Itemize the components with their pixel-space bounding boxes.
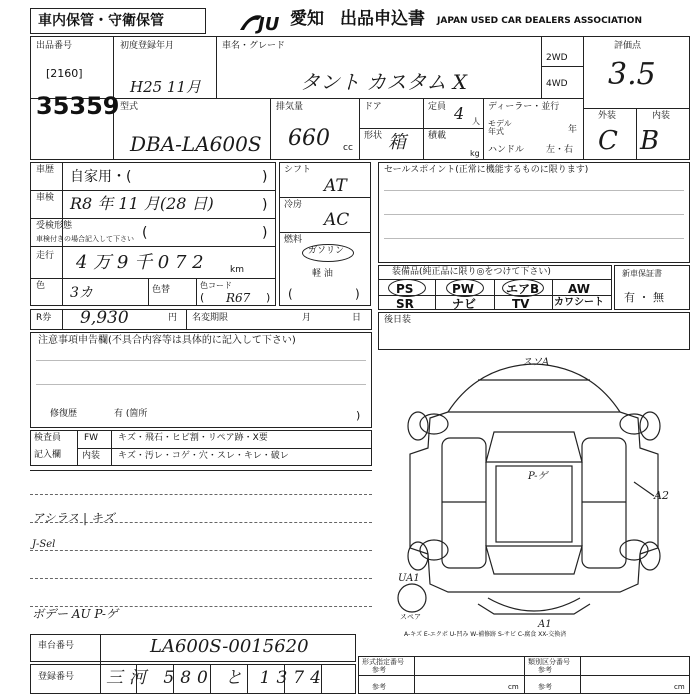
car-damage-diagram	[378, 352, 690, 632]
fuel-close: )	[355, 287, 360, 301]
handnote-1: アシラス | キズ	[32, 511, 115, 525]
displacement-label: 排気量	[276, 102, 304, 112]
inspection-close: )	[262, 197, 268, 213]
fuel-label: 燃料	[284, 235, 303, 245]
capacity-value: 4	[454, 104, 465, 123]
notes-label: 注意事項申告欄(不具合内容等は具体的に記入して下さい)	[38, 335, 296, 346]
registration-label: 初度登録年月	[120, 41, 175, 51]
logo-text: JU	[258, 14, 280, 34]
score-label: 評価点	[614, 41, 642, 51]
shift-label: シフト	[284, 165, 312, 175]
category-label: 類別区分番号	[528, 658, 570, 666]
aichi-text: 愛知	[290, 9, 324, 29]
fw-text: キズ・飛石・ヒビ割・リペア跡・X要	[118, 433, 268, 443]
history-label: 車歴	[36, 165, 55, 175]
equipment-label: 装備品(純正品に限り◎をつけて下さい)	[392, 267, 551, 277]
notes-block	[30, 332, 372, 428]
color-code-label: 色コード	[200, 281, 232, 290]
spare-label: スペア	[400, 613, 421, 621]
color-label: 色	[36, 281, 46, 291]
mileage-value: 4 万 9 千 0 7 2	[76, 252, 204, 273]
after-equipment-block	[378, 312, 690, 350]
warranty-label: 新車保証書	[622, 269, 662, 278]
airbag-circle-mark	[502, 279, 544, 297]
ref-label-3: 参考	[372, 683, 386, 691]
diagram-center-mark: P-ゲ	[528, 471, 548, 482]
score-value: 3.5	[608, 57, 656, 92]
repair-close: )	[356, 409, 361, 422]
model-name-value: タント カスタム X	[300, 70, 467, 94]
inspection-label: 車検	[36, 193, 55, 203]
shape-label: 形状	[364, 131, 383, 141]
recycle-label: R券	[36, 313, 52, 323]
displacement-value: 660	[288, 126, 330, 151]
term-month: 月	[302, 313, 312, 323]
ref-label-1: 参考	[372, 666, 386, 674]
handle-options: 左・右	[546, 145, 574, 155]
equip-leather: カワシート	[554, 297, 604, 308]
equip-navi: ナビ	[452, 297, 477, 311]
recycle-value: 9,930	[80, 308, 129, 328]
fuel-diesel: 軽 油	[312, 269, 333, 279]
diagram-bottom-mark: A1	[538, 619, 552, 630]
fw-label: FW	[84, 433, 99, 443]
chassis-label: 車台番号	[38, 641, 75, 651]
exterior-label: 外装	[598, 111, 617, 121]
term-label: 名変期限	[192, 313, 229, 323]
after-equipment-label: 後日装	[384, 315, 412, 325]
fuel-gas: ガソリン	[308, 246, 345, 256]
equip-pw: PW	[452, 282, 475, 296]
handnote-3: ボデー AU P-ゲ	[32, 607, 118, 621]
ref-label-2: 参考	[538, 666, 552, 674]
association-name: JAPAN USED CAR DEALERS ASSOCIATION	[437, 16, 642, 26]
capacity-label: 定員	[428, 102, 447, 112]
model-year-label: モデル年式	[488, 119, 512, 136]
plate-label: 登録番号	[38, 672, 75, 682]
chassis-value: LA600S-0015620	[150, 636, 309, 657]
inspection-value: R8 年 11 月(28 日)	[70, 194, 214, 213]
interior-label: 内装	[652, 111, 671, 121]
sales-point-label: セールスポイント(正常に機能するものに限ります)	[384, 165, 589, 175]
equip-airbag: エアB	[506, 282, 540, 296]
reception-label: 受検形態	[36, 221, 73, 231]
load-unit: kg	[470, 149, 480, 158]
capacity-unit: 人	[472, 117, 480, 126]
entry-label: 記入欄	[34, 450, 62, 460]
equip-tv: TV	[512, 297, 530, 311]
recycle-unit: 円	[168, 313, 178, 323]
registration-value: H25 11月	[130, 78, 202, 96]
type-label: 型式	[120, 102, 139, 112]
door-label: ドア	[364, 102, 382, 112]
ju-logo	[236, 10, 290, 34]
model-name-label: 車名・グレード	[222, 41, 286, 51]
exterior-value: C	[598, 126, 618, 156]
shift-value: AT	[324, 176, 347, 196]
history-close: )	[262, 169, 268, 185]
interior-value: B	[640, 126, 660, 156]
fuel-open: (	[288, 287, 293, 301]
diagram-side-mark: A2	[654, 489, 669, 502]
handle-label: ハンドル	[488, 145, 525, 155]
lot-bracket: [2160]	[46, 67, 83, 80]
color-code-open: (	[200, 291, 205, 304]
repair-value: 有 (箇所	[114, 409, 148, 419]
storage-label: 車内保管・守衛保管	[38, 13, 164, 29]
handnote-2: J-Sel	[32, 539, 56, 550]
year-unit: 年	[568, 125, 578, 135]
color-code-value: R67	[226, 291, 251, 305]
mileage-unit: km	[230, 265, 244, 275]
term-day: 日	[352, 313, 362, 323]
color-value: 3カ	[70, 285, 93, 301]
ref-label-4: 参考	[538, 683, 552, 691]
repair-label: 修復歴	[50, 409, 78, 419]
warranty-value: 有 ・ 無	[624, 291, 664, 304]
dealer-label: ディーラー・並行	[488, 102, 560, 112]
color-change-label: 色替	[152, 285, 171, 295]
ac-label: 冷房	[284, 200, 303, 210]
interior-check-label: 内装	[82, 451, 101, 461]
diagram-left-mark: UA1	[398, 573, 420, 584]
damage-legend: A-キズ E-エクボ U-凹み W-補修跡 S-サビ C-腐食 XX-交換済	[404, 631, 567, 638]
ps-circle-mark	[388, 279, 426, 297]
load-label: 積載	[428, 131, 447, 141]
drive-2wd: 2WD	[546, 53, 568, 63]
ac-value: AC	[324, 210, 350, 230]
lot-label: 出品番号	[36, 41, 73, 51]
equip-sr: SR	[396, 297, 414, 311]
reception-open: (	[142, 225, 148, 241]
shape-value: 箱	[388, 132, 406, 153]
lot-number: 35359	[36, 92, 120, 120]
equip-ps: PS	[396, 282, 414, 296]
cm-label-2: cm	[674, 683, 685, 691]
color-code-close: )	[266, 291, 271, 304]
diagram-top-mark: スソA	[522, 357, 550, 368]
history-value: 自家用・(	[70, 169, 132, 185]
equip-aw: AW	[568, 282, 590, 296]
plate-value: 三河 580 と 1374	[106, 668, 327, 688]
reception-close: )	[262, 225, 268, 241]
mileage-label: 走行	[36, 251, 55, 261]
interior-check-text: キズ・汚レ・コゲ・穴・スレ・キレ・破レ	[118, 451, 289, 461]
cm-label-1: cm	[508, 683, 519, 691]
spec-label: 形式指定番号	[362, 658, 404, 666]
doc-title: 出品申込書	[340, 9, 425, 29]
pw-circle-mark	[446, 279, 484, 297]
type-value: DBA-LA600S	[130, 132, 262, 156]
displacement-unit: cc	[343, 143, 353, 153]
inspector-label: 検査員	[34, 433, 62, 443]
reception-sub: 車検付きの場合記入して下さい	[36, 235, 134, 243]
drive-4wd: 4WD	[546, 79, 568, 89]
sales-point-block	[378, 162, 690, 263]
